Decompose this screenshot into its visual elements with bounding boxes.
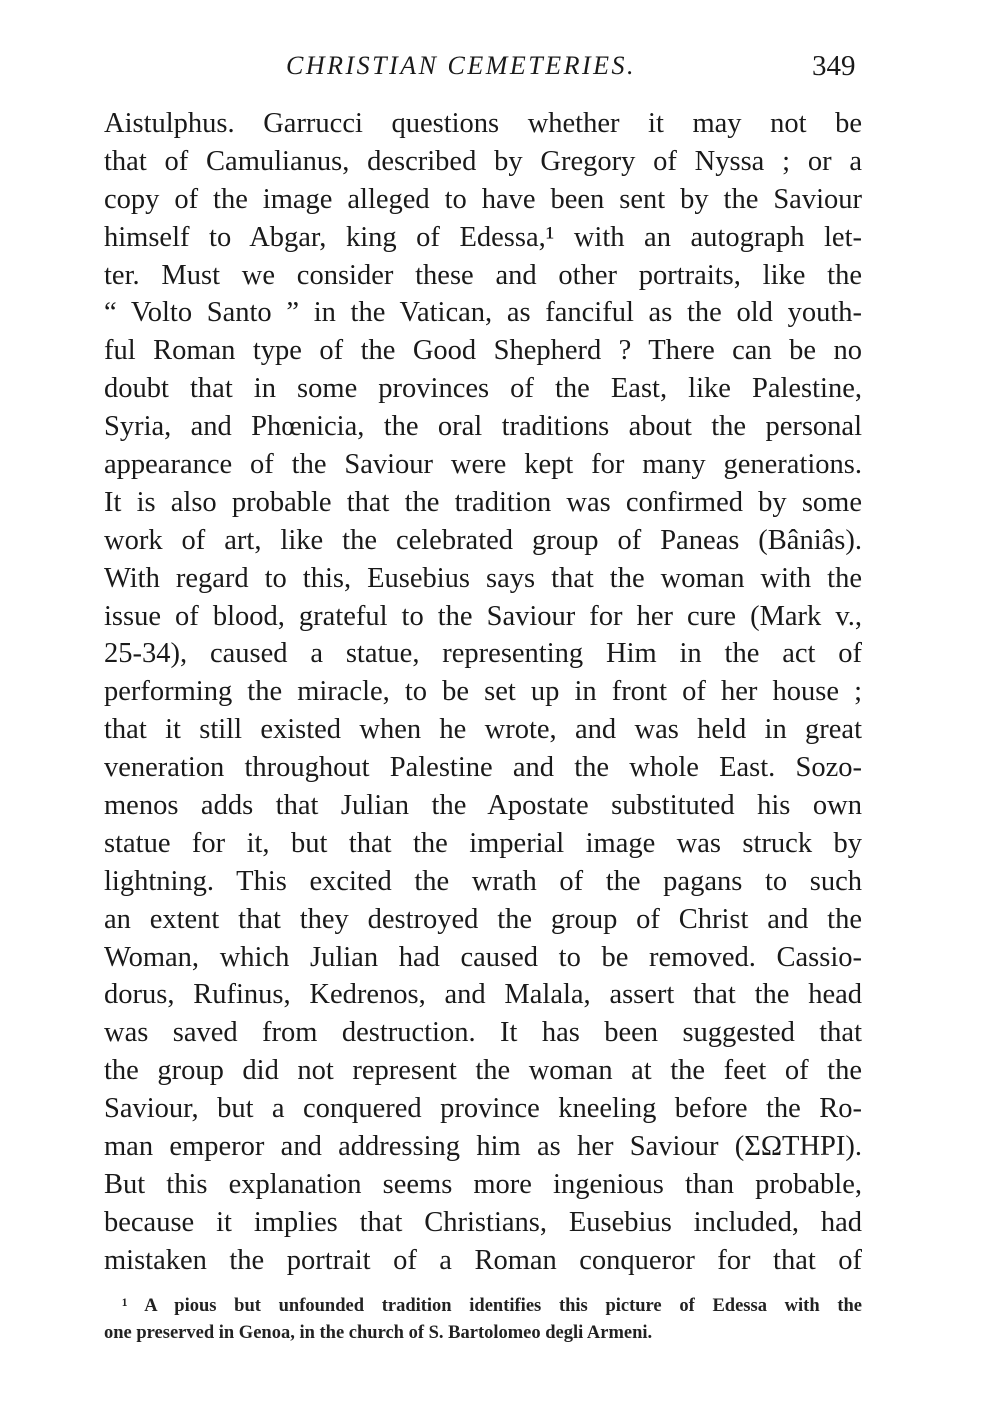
- text-line: the group did not represent the woman at the feet of the: [104, 1055, 862, 1087]
- footnote-line: one preserved in Genoa, in the church of S. Bartolomeo degli Armeni.: [104, 1323, 653, 1343]
- text-line: appearance of the Saviour were kept for many generations.: [104, 449, 862, 481]
- text-line: himself to Abgar, king of Edessa,¹ with an autograph let-: [104, 221, 862, 253]
- text-line: veneration throughout Palestine and the whole East. Sozo-: [104, 752, 862, 784]
- text-line: ful Roman type of the Good Shepherd ? There can be no: [104, 335, 862, 367]
- text-line: doubt that in some provinces of the East, like Palestine,: [104, 373, 862, 405]
- text-line: that it still existed when he wrote, and was held in great: [104, 714, 862, 746]
- text-line: that of Camulianus, described by Gregory of Nyssa ; or a: [104, 145, 862, 177]
- running-head: [0, 46, 1000, 86]
- running-title: CHRISTIAN CEMETERIES.: [286, 51, 637, 80]
- text-line: work of art, like the celebrated group of Paneas (Bâniâs).: [104, 524, 862, 556]
- text-line: Saviour, but a conquered province kneeling before the Ro-: [104, 1093, 862, 1125]
- page-number: 349: [812, 50, 856, 82]
- text-line: because it implies that Christians, Eusebius included, had: [104, 1206, 862, 1238]
- text-line: 25-34), caused a statue, representing Him in the act of: [104, 638, 862, 670]
- text-line: mistaken the portrait of a Roman conqueror for that of: [104, 1244, 862, 1276]
- text-line: menos adds that Julian the Apostate substituted his own: [104, 790, 862, 822]
- text-line: an extent that they destroyed the group of Christ and the: [104, 903, 862, 935]
- text-line: lightning. This excited the wrath of the pagans to such: [104, 865, 862, 897]
- text-line: Woman, which Julian had caused to be removed. Cassio-: [104, 941, 862, 973]
- text-line: It is also probable that the tradition was confirmed by some: [104, 486, 862, 518]
- text-line: ter. Must we consider these and other portraits, like the: [104, 259, 862, 291]
- text-line: copy of the image alleged to have been sent by the Saviour: [104, 183, 862, 215]
- text-line: man emperor and addressing him as her Saviour (ΣΩΤΗΡΙ).: [104, 1131, 862, 1163]
- text-line: statue for it, but that the imperial image was struck by: [104, 827, 862, 859]
- footnote: [104, 1293, 862, 1347]
- text-line: was saved from destruction. It has been suggested that: [104, 1017, 862, 1049]
- text-line: With regard to this, Eusebius says that the woman with the: [104, 562, 862, 594]
- text-line: dorus, Rufinus, Kedrenos, and Malala, assert that the head: [104, 979, 862, 1011]
- text-line: Aistulphus. Garrucci questions whether it may not be: [104, 108, 862, 139]
- body-text: [104, 105, 862, 1280]
- text-line: performing the miracle, to be set up in front of her house ;: [104, 676, 862, 708]
- text-line: issue of blood, grateful to the Saviour for her cure (Mark v.,: [104, 600, 862, 632]
- text-line: “ Volto Santo ” in the Vatican, as fanciful as the old youth-: [104, 297, 862, 329]
- text-line: But this explanation seems more ingenious than probable,: [104, 1168, 862, 1200]
- footnote-line: ¹ A pious but unfounded tradition identifies this picture of Edessa with the: [122, 1296, 862, 1316]
- text-line: Syria, and Phœnicia, the oral traditions about the personal: [104, 411, 862, 443]
